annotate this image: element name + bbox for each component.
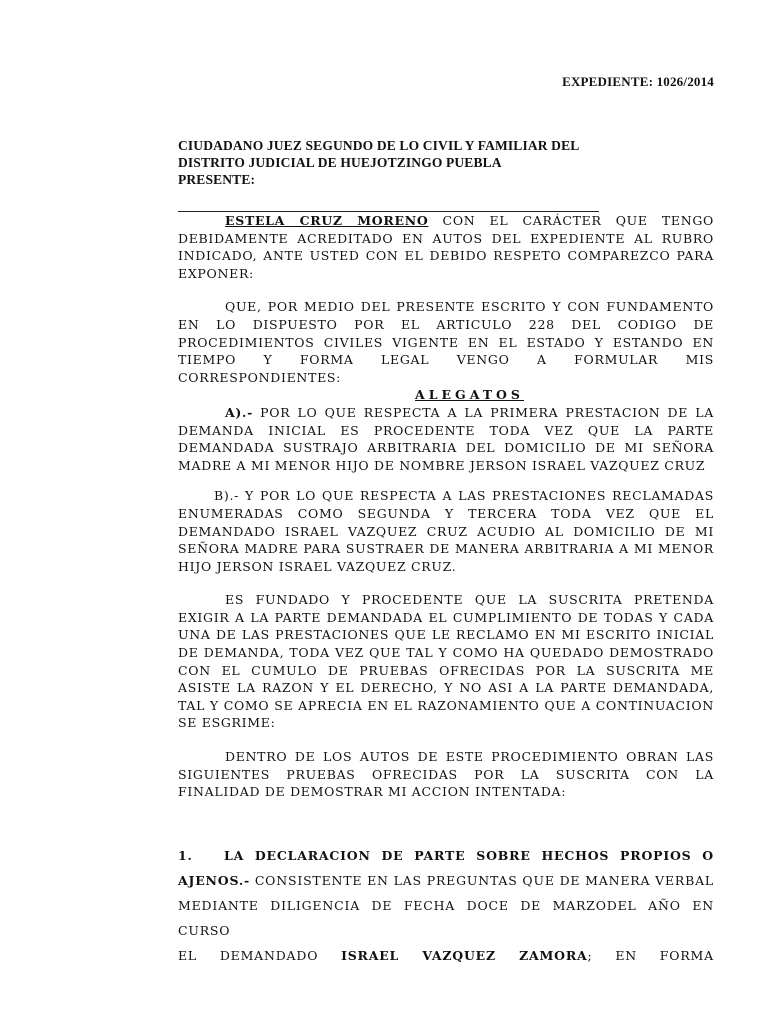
alegato-b-paragraph: B).- Y POR LO QUE RESPECTA A LAS PRESTACIONES RECLAMADAS ENUMERADAS COMO SEGUNDA Y TERCERA TODA VEZ QUE EL DEMANDADO ISRAEL VAZQUEZ CRUZ ACUDIO AL DOMICILIO DE MI SEÑORA MADRE PARA SUSTRAER DE MANERA ARBITRARIA A MI MENOR HIJO JERSON ISRAEL VAZQUEZ CRUZ. xyxy=(178,488,714,574)
line4-word-demandado: DEMANDADO xyxy=(219,948,319,963)
list-item-1-line-4 xyxy=(178,943,714,968)
addressee-line-2: DISTRITO JUDICIAL DE HUEJOTZINGO PUEBLA xyxy=(178,155,502,170)
list-item-title-end: AJENOS.- xyxy=(178,873,250,888)
intro-paragraph xyxy=(178,212,714,282)
list-item-1-line-3: MEDIANTE DILIGENCIA DE FECHA DOCE DE MARZODEL AÑO EN CURSO xyxy=(178,898,714,938)
list-item-title: LA DECLARACION DE PARTE SOBRE HECHOS PROPIOS O xyxy=(224,848,714,863)
addressee-line-1: CIUDADANO JUEZ SEGUNDO DE LO CIVIL Y FAMILIAR DEL xyxy=(178,138,580,153)
document-body xyxy=(178,212,714,801)
party-name: ESTELA CRUZ MORENO xyxy=(225,213,429,228)
expediente-number: EXPEDIENTE: 1026/2014 xyxy=(562,74,714,89)
alegato-a-paragraph xyxy=(178,404,714,474)
line4-word-en: EN xyxy=(615,948,637,963)
list-item-text: CONSISTENTE EN LAS PREGUNTAS QUE DE MANERA VERBAL xyxy=(249,873,714,888)
intro-text: CON EL CARÁCTER QUE TENGO DEBIDAMENTE ACREDITADO EN AUTOS DEL EXPEDIENTE AL RUBRO INDICADO, ANTE USTED CON EL DEBIDO RESPETO COMPAREZCO PARA EXPONER: xyxy=(178,213,714,281)
line4-word-el: EL xyxy=(178,948,198,963)
addressee-line-3: PRESENTE: xyxy=(178,172,256,187)
evidence-list xyxy=(178,843,714,968)
alegato-a-text: POR LO QUE RESPECTA A LA PRIMERA PRESTACION DE LA DEMANDA INICIAL ES PROCEDENTE TODA VEZ QUE LA PARTE DEMANDADA SUSTRAJO ARBITRARIA DEL DOMICILIO DE MI SEÑORA MADRE A MI MENOR HIJO DE NOMBRE JERSON ISRAEL VAZQUEZ CRUZ xyxy=(178,404,714,473)
que-paragraph: QUE, POR MEDIO DEL PRESENTE ESCRITO Y CON FUNDAMENTO EN LO DISPUESTO POR EL ARTICULO 228 DEL CODIGO DE PROCEDIMIENTOS CIVILES VIGENTE EN EL ESTADO Y ESTANDO EN TIEMPO Y FORMA LEGAL VENGO A FORMULAR MIS CORRESPONDIENTES: xyxy=(178,299,714,385)
list-item-1-line-2 xyxy=(178,868,714,893)
list-item-1-line-1 xyxy=(178,843,714,868)
line4-word-forma: FORMA xyxy=(659,948,714,963)
alegatos-heading: ALEGATOS xyxy=(415,387,524,403)
alegato-a-label: A).- xyxy=(225,404,253,420)
fundado-paragraph: ES FUNDADO Y PROCEDENTE QUE LA SUSCRITA PRETENDA EXIGIR A LA PARTE DEMANDADA EL CUMPLIMIENTO DE TODAS Y CADA UNA DE LAS PRESTACIONES QUE LE RECLAMO EN MI ESCRITO INICIAL DE DEMANDA, TODA VEZ QUE TAL Y COMO HA QUEDADO DEMOSTRADO CON EL CUMULO DE PRUEBAS OFRECIDAS POR LA SUSCRITA ME ASISTE LA RAZON Y EL DERECHO, Y NO ASI A LA PARTE DEMANDADA, TAL Y COMO SE APRECIA EN EL RAZONAMIENTO QUE A CONTINUACION SE ESGRIME: xyxy=(178,592,714,731)
list-item-number: 1. xyxy=(178,848,193,863)
dentro-paragraph: DENTRO DE LOS AUTOS DE ESTE PROCEDIMIENTO OBRAN LAS SIGUIENTES PRUEBAS OFRECIDAS POR LA SUSCRITA CON LA FINALIDAD DE DEMOSTRAR MI ACCION INTENTADA: xyxy=(178,749,714,800)
defendant-name: ISRAEL VAZQUEZ ZAMORA xyxy=(341,948,588,963)
line4-semicolon: ; xyxy=(587,948,593,963)
addressee-block xyxy=(178,137,738,188)
